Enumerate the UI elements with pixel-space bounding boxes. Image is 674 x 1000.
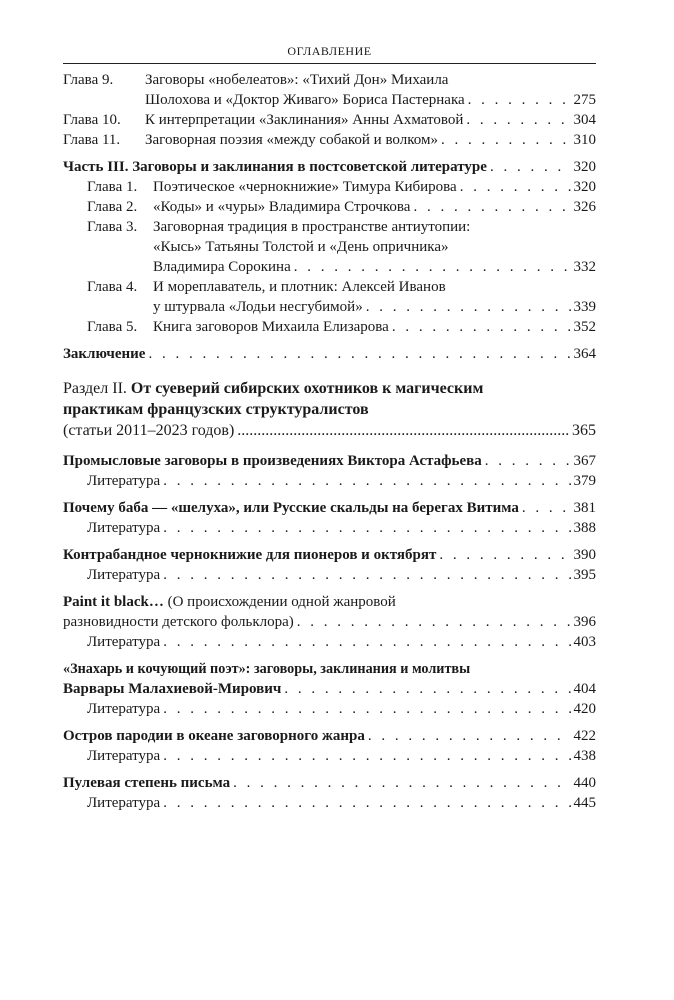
page-number: 422 [573, 728, 596, 744]
leader-dots [163, 699, 570, 719]
leader-dots [163, 793, 570, 813]
section-prefix: Раздел II. [63, 380, 131, 397]
literature-label: Литература [87, 634, 161, 650]
page-number: 420 [573, 701, 596, 717]
entry-title-bold: Paint it black… [63, 594, 164, 610]
entry-title: Пулевая степень письма [63, 775, 231, 791]
page-number: 310 [573, 132, 596, 148]
leader-dots [441, 130, 571, 150]
toc-entry-literature[interactable] [63, 471, 596, 491]
toc-entry-literature[interactable] [63, 793, 596, 813]
toc-entry[interactable] [63, 110, 596, 130]
part-title: Часть III. Заговоры и заклинания в постсоветской литературе [63, 159, 487, 175]
toc-entry[interactable] [63, 277, 596, 317]
leader-dots [297, 612, 571, 632]
leader-dots [163, 632, 570, 652]
page-number: 320 [573, 179, 596, 195]
entry-label: Глава 10. [63, 112, 121, 128]
page-number: 390 [573, 547, 596, 563]
entry-title-line: Заговорная традиция в пространстве антиутопии: [153, 219, 471, 235]
leader-dots [522, 498, 571, 518]
entry-title: Книга заговоров Михаила Елизарова [153, 319, 389, 335]
page-number: 445 [573, 795, 596, 811]
toc-entry-literature[interactable] [63, 565, 596, 585]
entry-title: Промысловые заговоры в произведениях Виктора Астафьева [63, 453, 482, 469]
entry-title: Поэтическое «чернокнижие» Тимура Кибирова [153, 179, 457, 195]
leader-dots [148, 344, 570, 364]
entry-title: К интерпретации «Заклинания» Анны Ахматовой [145, 112, 464, 128]
leader-dots [163, 518, 570, 538]
page-number: 404 [573, 681, 596, 697]
toc-entry-literature[interactable] [63, 632, 596, 652]
entry-label: Глава 4. [87, 279, 138, 295]
section-title-line: практикам французских структуралистов [63, 401, 369, 418]
toc-entry-literature[interactable] [63, 746, 596, 766]
page-number: 364 [573, 346, 596, 362]
page-number: 440 [573, 775, 596, 791]
leader-dots [392, 317, 571, 337]
toc-entry[interactable] [63, 197, 596, 217]
literature-label: Литература [87, 701, 161, 717]
literature-label: Литература [87, 567, 161, 583]
leader-dots [439, 545, 570, 565]
entry-title-line: И мореплаватель, и плотник: Алексей Иванов [153, 279, 446, 295]
toc-entry[interactable] [63, 498, 596, 518]
toc-entry[interactable] [63, 317, 596, 337]
entry-title-line: Шолохова и «Доктор Живаго» Бориса Пастернака [145, 92, 465, 108]
page-number: 403 [573, 634, 596, 650]
entry-title-line: Владимира Сорокина [153, 259, 291, 275]
leader-dots [466, 110, 570, 130]
page-number: 395 [573, 567, 596, 583]
entry-title: Заключение [63, 346, 146, 362]
entry-title: Заговорная поэзия «между собакой и волком» [145, 132, 438, 148]
page-number: 332 [573, 259, 596, 275]
toc-entry-conclusion[interactable] [63, 344, 596, 364]
entry-title-line: у штурвала «Лодьи несгубимой» [153, 299, 363, 315]
entry-title: «Коды» и «чуры» Владимира Строчкова [153, 199, 411, 215]
running-header: ОГЛАВЛЕНИЕ [287, 44, 372, 58]
page-number: 396 [573, 614, 596, 630]
page-number: 326 [573, 199, 596, 215]
toc-entry[interactable] [63, 659, 596, 699]
leader-dots [294, 257, 571, 277]
section-subtitle: (статьи 2011–2023 годов) [63, 422, 235, 439]
leader-dots [490, 157, 571, 177]
entry-title-rest: (О происхождении одной жанровой [163, 594, 396, 610]
page-number: 379 [573, 473, 596, 489]
toc-page [63, 0, 596, 813]
leader-dots [233, 773, 570, 793]
entry-label: Глава 1. [87, 179, 138, 195]
entry-title: Контрабандное чернокнижие для пионеров и октябрят [63, 547, 437, 563]
page-number: 352 [573, 319, 596, 335]
entry-label: Глава 11. [63, 132, 121, 148]
toc-entry[interactable] [63, 177, 596, 197]
entry-title: Остров пародии в океане заговорного жанра [63, 728, 365, 744]
page-number: 365 [572, 422, 596, 439]
leader-dots [366, 297, 571, 317]
page-number: 381 [573, 500, 596, 516]
page-number: 320 [573, 159, 596, 175]
leader-dots [163, 471, 570, 491]
entry-label: Глава 5. [87, 319, 138, 335]
toc-part-entry[interactable] [63, 157, 596, 177]
leader-dots [284, 679, 570, 699]
page-number: 339 [573, 299, 596, 315]
literature-label: Литература [87, 520, 161, 536]
entry-title: Почему баба — «шелуха», или Русские скальды на берегах Витима [63, 500, 519, 516]
toc-entry[interactable] [63, 592, 596, 632]
leader-dots [237, 420, 569, 441]
toc-entry[interactable] [63, 130, 596, 150]
entry-label: Глава 3. [87, 219, 138, 235]
page-number: 367 [573, 453, 596, 469]
toc-entry[interactable] [63, 70, 596, 110]
literature-label: Литература [87, 748, 161, 764]
section-title-line: От суеверий сибирских охотников к магическим [130, 380, 484, 397]
page-number: 438 [573, 748, 596, 764]
leader-dots [368, 726, 571, 746]
toc-entry[interactable] [63, 451, 596, 471]
toc-entry[interactable] [63, 217, 596, 277]
entry-label: Глава 9. [63, 72, 114, 88]
leader-dots [468, 90, 571, 110]
page-number: 388 [573, 520, 596, 536]
toc-entry-literature[interactable] [63, 518, 596, 538]
leader-dots [413, 197, 570, 217]
leader-dots [163, 746, 570, 766]
entry-title-line: разновидности детского фольклора) [63, 614, 294, 630]
header-rule [63, 63, 596, 64]
leader-dots [460, 177, 571, 197]
toc-entry[interactable] [63, 545, 596, 565]
entry-title-line: «Знахарь и кочующий поэт»: заговоры, заклинания и молитвы [63, 661, 471, 677]
leader-dots [485, 451, 571, 471]
entry-label: Глава 2. [87, 199, 138, 215]
toc-entry[interactable] [63, 773, 596, 793]
table-of-contents [63, 70, 596, 813]
page-number: 275 [573, 92, 596, 108]
entry-title-line: Заговоры «нобелеатов»: «Тихий Дон» Михаила [145, 72, 449, 88]
literature-label: Литература [87, 473, 161, 489]
entry-title-line: «Кысь» Татьяны Толстой и «День опричника» [153, 239, 449, 255]
leader-dots [163, 565, 570, 585]
toc-entry[interactable] [63, 726, 596, 746]
entry-title-line: Варвары Малахиевой-Мирович [63, 681, 282, 697]
literature-label: Литература [87, 795, 161, 811]
toc-section-entry[interactable] [63, 378, 596, 441]
toc-entry-literature[interactable] [63, 699, 596, 719]
page-number: 304 [573, 112, 596, 128]
